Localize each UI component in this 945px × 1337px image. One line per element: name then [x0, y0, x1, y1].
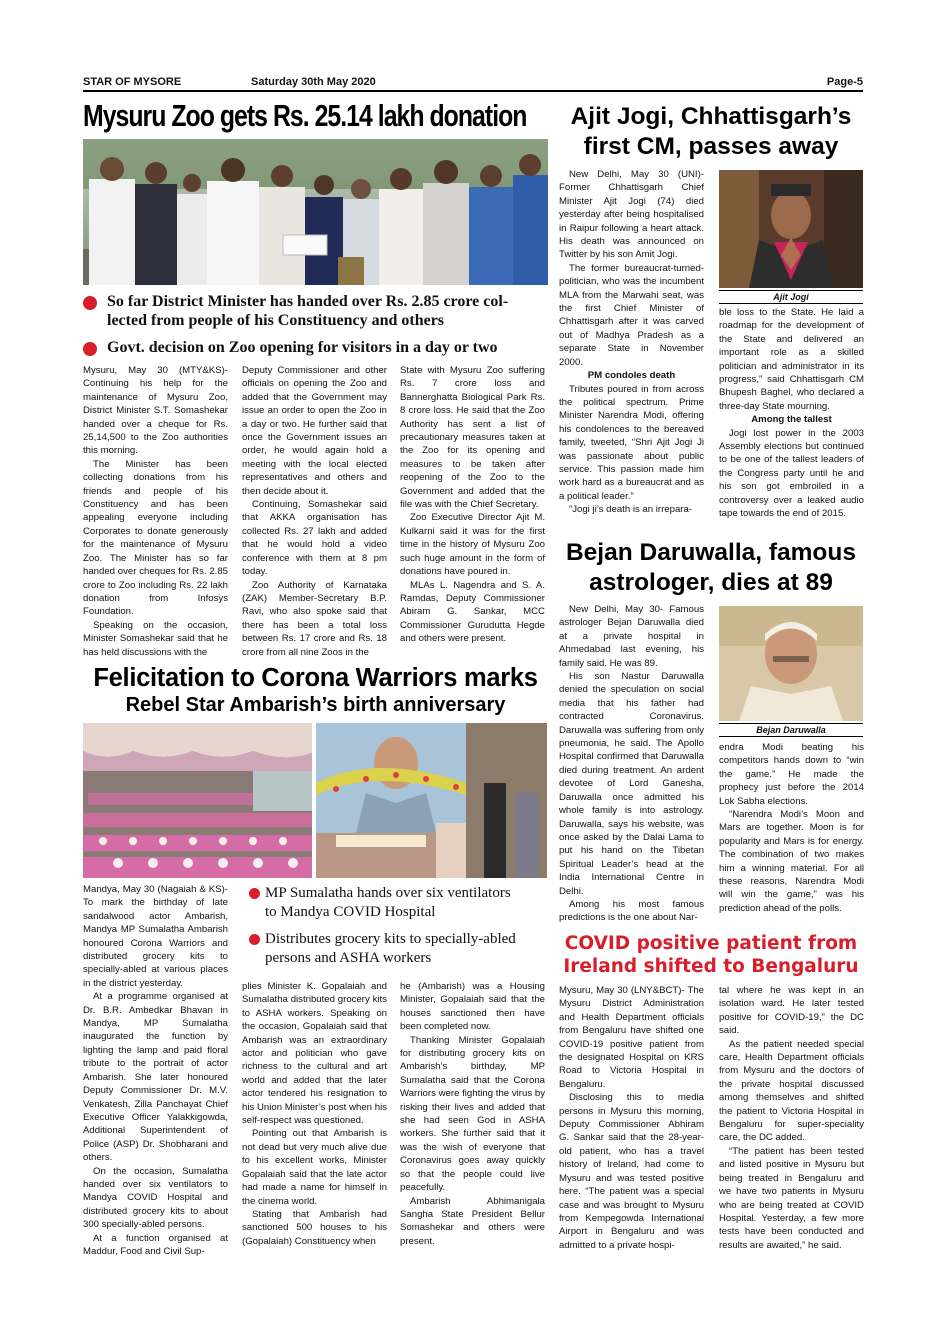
corona-headline-line-2: Rebel Star Ambarish’s birth anniversary	[125, 694, 506, 716]
subheading: PM condoles death	[587, 370, 676, 382]
paragraph: At a programme organised at Dr. B.R. Ambedkar Bhavan in Mandya, MP Sumalatha inaugurated the function by lighting the lamp and paid floral tribute to the portrait of actor Ambarish. She later honoured Deputy Commissioner Dr. M.V. Venkatesh, Zilla Panchayat Chief Executive Officer Yalakkigowda, Additional Superintendent of Police (ASP) Dr. Shobharani and others.	[83, 991, 228, 1164]
zoo-bullet-1-line-2: lected from people of his Constituency and others	[107, 312, 445, 329]
paragraph: tal where he was kept in an isolation ward. He later tested positive for COVID-19,” the DC said.	[719, 985, 864, 1037]
zoo-bullet-2-text: Govt. decision on Zoo opening for visitors in a day or two	[107, 339, 498, 356]
zoo-bullet-1-text	[107, 292, 508, 330]
bejan-column-1	[559, 603, 704, 925]
paragraph: New Delhi, May 30- Famous astrologer Bejan Daruwalla died at a private hospital in Ahmedabad last evening, his family said. He was 89.	[559, 604, 704, 669]
jogi-headline	[557, 102, 865, 162]
covid-headline-line-2: Ireland shifted to Bengaluru	[563, 956, 859, 977]
corona-column-2	[242, 980, 387, 1248]
paragraph: The former bureaucrat-turned-politician, who was the incumbent MLA from the Marwahi seat, was the first Chief Minister of Chhattisgarh after it was carved out of Madhya Pradesh as a separate State in November 2000.	[559, 262, 704, 368]
paragraph: As the patient needed special care, Health Department officials from Mysuru and the doctors of the private hospital discussed among themselves and shifted the patient to Victoria Hospital in Bengaluru for super-speciality care, the DC added.	[719, 1038, 864, 1144]
zoo-headline-text: Mysuru Zoo gets Rs. 25.14 lakh donation	[83, 100, 527, 133]
zoo-bullet-2	[83, 338, 553, 358]
ajit-jogi-photo	[719, 170, 863, 288]
paragraph: Mandya, May 30 (Nagaiah & KS)- To mark the birthday of late sandalwood actor Ambarish, Mandya MP Sumalatha Ambarish honoured Corona Warriors and distributed grocery kits to specially-abled at various places in the district yesterday.	[83, 884, 228, 989]
bejan-headline-line-2: astrologer, dies at 89	[589, 569, 833, 596]
red-bullet-icon	[249, 888, 260, 899]
red-bullet-icon	[83, 342, 97, 356]
paragraph: Tributes poured in from across the political spectrum. Prime Minister Narendra Modi, offering his condolences to the bereaved family, tweeted, “Shri Ajit Jogi Ji was passionate about public service. This passion made him work hard as a bureaucrat and as a political leader.”	[559, 383, 704, 502]
paragraph: Ambarish Abhimanigala Sangha State President Bellur Somashekar and others were present.	[400, 1195, 545, 1247]
paragraph: Among his most famous predictions is the one about Nar-	[559, 898, 704, 924]
paragraph: plies Minister K. Gopalaiah and Sumalatha distributed grocery kits to ASHA workers. Speaking on the occasion, Gopalaiah said that Ambarish was an extraordinary actor and politician who gave richness to the cultural and art world and added that the later actor tendered his resignation to his Union Minister’s post when his self-respect was questioned.	[242, 981, 387, 1127]
jogi-column-2	[719, 306, 864, 521]
zoo-column-2	[242, 364, 387, 659]
paragraph: Mysuru, May 30 (MTY&KS)- Continuing his help for the maintenance of Mysuru Zoo, District Minister S.T. Somashekar handed over a cheque for Rs. 25,14,500 to the Zoo authorities this morning.	[83, 365, 228, 457]
paragraph: Pointing out that Ambarish is not dead but very much alive due to his excellent works, Minister Gopalaiah said that the late actor had made a name for himself in the cinema world.	[242, 1128, 387, 1207]
corona-bullet-2-line-2: persons and ASHA workers	[265, 950, 432, 966]
zoo-cheque-photo	[83, 139, 548, 285]
paragraph: Zoo Authority of Karnataka (ZAK) Member-Secretary B.P. Ravi, who also spoke said that there has been a total loss between Rs. 17 crore and Rs. 18 crore from all nine Zoos in the	[242, 579, 387, 658]
bejan-headline	[557, 538, 865, 598]
paragraph: ble loss to the State. He laid a roadmap for the development of the State and delivered an important role as a skilled politician and administrator in its progress,” said Chhattisgarh CM Bhupesh Baghel, who declared a three-day State mourning.	[719, 307, 864, 412]
paragraph: MLAs L. Nagendra and S. A. Ramdas, Deputy Commissioner Abiram G. Sankar, MCC Commissioner Gurudutta Hegde and others were present.	[400, 579, 545, 645]
covid-headline-line-1: COVID positive patient from	[564, 933, 858, 954]
jogi-column-1	[559, 168, 704, 517]
covid-column-1	[559, 984, 704, 1252]
paragraph: On the occasion, Sumalatha handed over six ventilators to Mandya COVID Hospital and distributed grocery kits to about 300 specially-abled persons.	[83, 1165, 228, 1231]
paragraph: he (Ambarish) was a Housing Minister, Gopalaiah said that the houses sanctioned then have been completed now.	[400, 981, 545, 1033]
paragraph: Speaking on the occasion, Minister Somashekar said that he has held discussions with the	[83, 619, 228, 658]
corona-column-1	[83, 883, 228, 1258]
corona-column-3	[400, 980, 545, 1248]
jogi-headline-line-2: first CM, passes away	[583, 133, 839, 160]
bejan-column-2	[719, 741, 864, 915]
corona-bullet-1-text	[265, 884, 511, 922]
newspaper-name: STAR OF MYSORE	[83, 76, 182, 88]
paragraph: The Minister has been collecting donations from his friends and people of his Constituency and has been appealing everyone including Corporates to donate generously for the maintenance of Mysuru Zoo. The Minister has so far handed over cheques for Rs. 2.85 crore to Zoo including Rs. 22 lakh donation from Infosys Foundation.	[83, 458, 228, 618]
paragraph: Stating that Ambarish had sanctioned 500 houses to his (Gopalaiah) Constituency when	[242, 1208, 387, 1247]
zoo-headline	[83, 100, 548, 136]
zoo-bullet-1	[83, 292, 553, 332]
ambarish-portrait-tribute-photo	[316, 723, 547, 878]
corona-headline-line-1: Felicitation to Corona Warriors marks	[93, 664, 538, 692]
jogi-photo-caption: Ajit Jogi	[719, 290, 863, 304]
paragraph: Continuing, Somashekar said that AKKA organisation has collected Rs. 27 lakh and added that he would hold a video conference with them at 8 pm today.	[242, 499, 387, 578]
paragraph: Jogi lost power in the 2003 Assembly elections but continued to be one of the tallest leaders of the Congress party until he and his son got embroiled in a controversy over a leaked audio tape towards the end of 2015.	[719, 427, 864, 520]
corona-bullet-1-line-1: MP Sumalatha hands over six ventilators	[265, 885, 511, 901]
corona-bullet-2-line-1: Distributes grocery kits to specially-abled	[265, 931, 516, 947]
zoo-column-1	[83, 364, 228, 659]
corona-bullet-2-text	[265, 930, 516, 968]
page-number: Page-5	[826, 76, 863, 88]
red-bullet-icon	[249, 934, 260, 945]
paragraph: Zoo Executive Director Ajit M. Kulkarni said it was for the first time in the history of Mysuru Zoo such huge amount in the form of donations have poured in.	[400, 512, 545, 578]
paragraph: New Delhi, May 30 (UNI)- Former Chhattisgarh Chief Minister Ajit Jogi (74) died yesterday after being hospitalised in Raipur following a heart attack. His death was announced on Twitter by his son Amit Jogi.	[559, 169, 704, 261]
bejan-photo-caption: Bejan Daruwalla	[719, 723, 863, 737]
corona-warriors-audience-photo	[83, 723, 312, 878]
bejan-daruwalla-photo	[719, 606, 863, 721]
paragraph: endra Modi beating his competitors hands down to “win the game.” He made the prophecy just before the 2014 Lok Sabha elections.	[719, 742, 864, 807]
paragraph: His son Nastur Daruwalla denied the speculation on social media that his father had contracted Coronavirus. Daruwalla was suffering from only pneumonia, he said. The Apollo Hospital confirmed that Daruwalla died during treatment. An ardent devotee of Lord Ganesha, Daruwalla once admitted his whole family is into astrology. Daruwalla, says his website, was once asked by the Dalai Lama to put his hand on the Tibetan Spiritual Leader’s head at the India International Centre in Delhi.	[559, 671, 704, 897]
paragraph: “The patient has been tested and listed positive in Mysuru but being treated in Bengaluru and we have two patients in Mysuru who are being treated at COVID Hospital. Yesterday, a few more tests have been conducted and results are awaited,” he said.	[719, 1145, 864, 1251]
paragraph: At a function organised at Maddur, Food and Civil Sup-	[83, 1232, 228, 1257]
corona-headline	[83, 663, 548, 717]
zoo-bullet-1-line-1: So far District Minister has handed over Rs. 2.85 crore col-	[107, 293, 509, 310]
covid-headline	[557, 932, 865, 978]
bejan-headline-line-1: Bejan Daruwalla, famous	[565, 539, 856, 566]
paragraph: “Jogi ji’s death is an irrepara-	[569, 504, 692, 516]
subheading: Among the tallest	[751, 414, 832, 426]
corona-bullet-1	[249, 884, 549, 924]
issue-date: Saturday 30th May 2020	[251, 76, 376, 88]
paragraph: Thanking Minister Gopalaiah for distributing grocery kits on Ambarish’s birthday, MP Sumalatha said that the Corona Warriors were fighting the virus by risking their lives and added that she had seen God in ASHA workers. She further said that it was the wish of everyone that Coronavirus goes away quickly so that the people could live peacefully.	[400, 1034, 545, 1194]
paragraph: Mysuru, May 30 (LNY&BCT)- The Mysuru District Administration and Health Department officials from Bengaluru have shifted one COVID-19 positive patient from the designated Hospital on KRS Road to Victoria Hospital in Bengaluru.	[559, 985, 704, 1090]
paragraph: Deputy Commissioner and other officials on opening the Zoo and added that the Government may issue an order to open the Zoo in a day or two. He further said that once the Government issues an order, he would again hold a meeting with the local elected representatives and others and then decide about it.	[242, 365, 387, 497]
jogi-headline-line-1: Ajit Jogi, Chhattisgarh’s	[570, 103, 852, 130]
paragraph: State with Mysuru Zoo suffering Rs. 7 crore loss and Bannerghatta Biological Park Rs. 8 crore loss. He said that the Zoo Authority has sent a list of precautionary measures taken at the Zoo for its opening and measures to be taken after reopening of the Zoo to the Government and added that the file was with the Chief Secretary.	[400, 365, 545, 511]
paragraph: “Narendra Modi’s Moon and Mars are together. Moon is for popularity and Mars is for energy. The combination of two makes him a winning material. For all these reasons, Narendra Modi will win the game,” was his prediction ahead of the polls.	[719, 809, 864, 914]
masthead	[83, 76, 863, 92]
red-bullet-icon	[83, 296, 97, 310]
corona-bullet-1-line-2: to Mandya COVID Hospital	[265, 904, 436, 920]
covid-column-2	[719, 984, 864, 1252]
corona-bullet-2	[249, 930, 549, 970]
paragraph: Disclosing this to media persons in Mysuru this morning, Deputy Commissioner Abhiram G. Sankar said that the 28-year-old patient, who has a travel history of Ireland, had come to Mysuru and was tested positive here. “The patient was a special case and was brought to Mysuru from Kempegowda International Airport in Bengaluru and was admitted to a private hospi-	[559, 1092, 704, 1251]
zoo-column-3	[400, 364, 545, 646]
